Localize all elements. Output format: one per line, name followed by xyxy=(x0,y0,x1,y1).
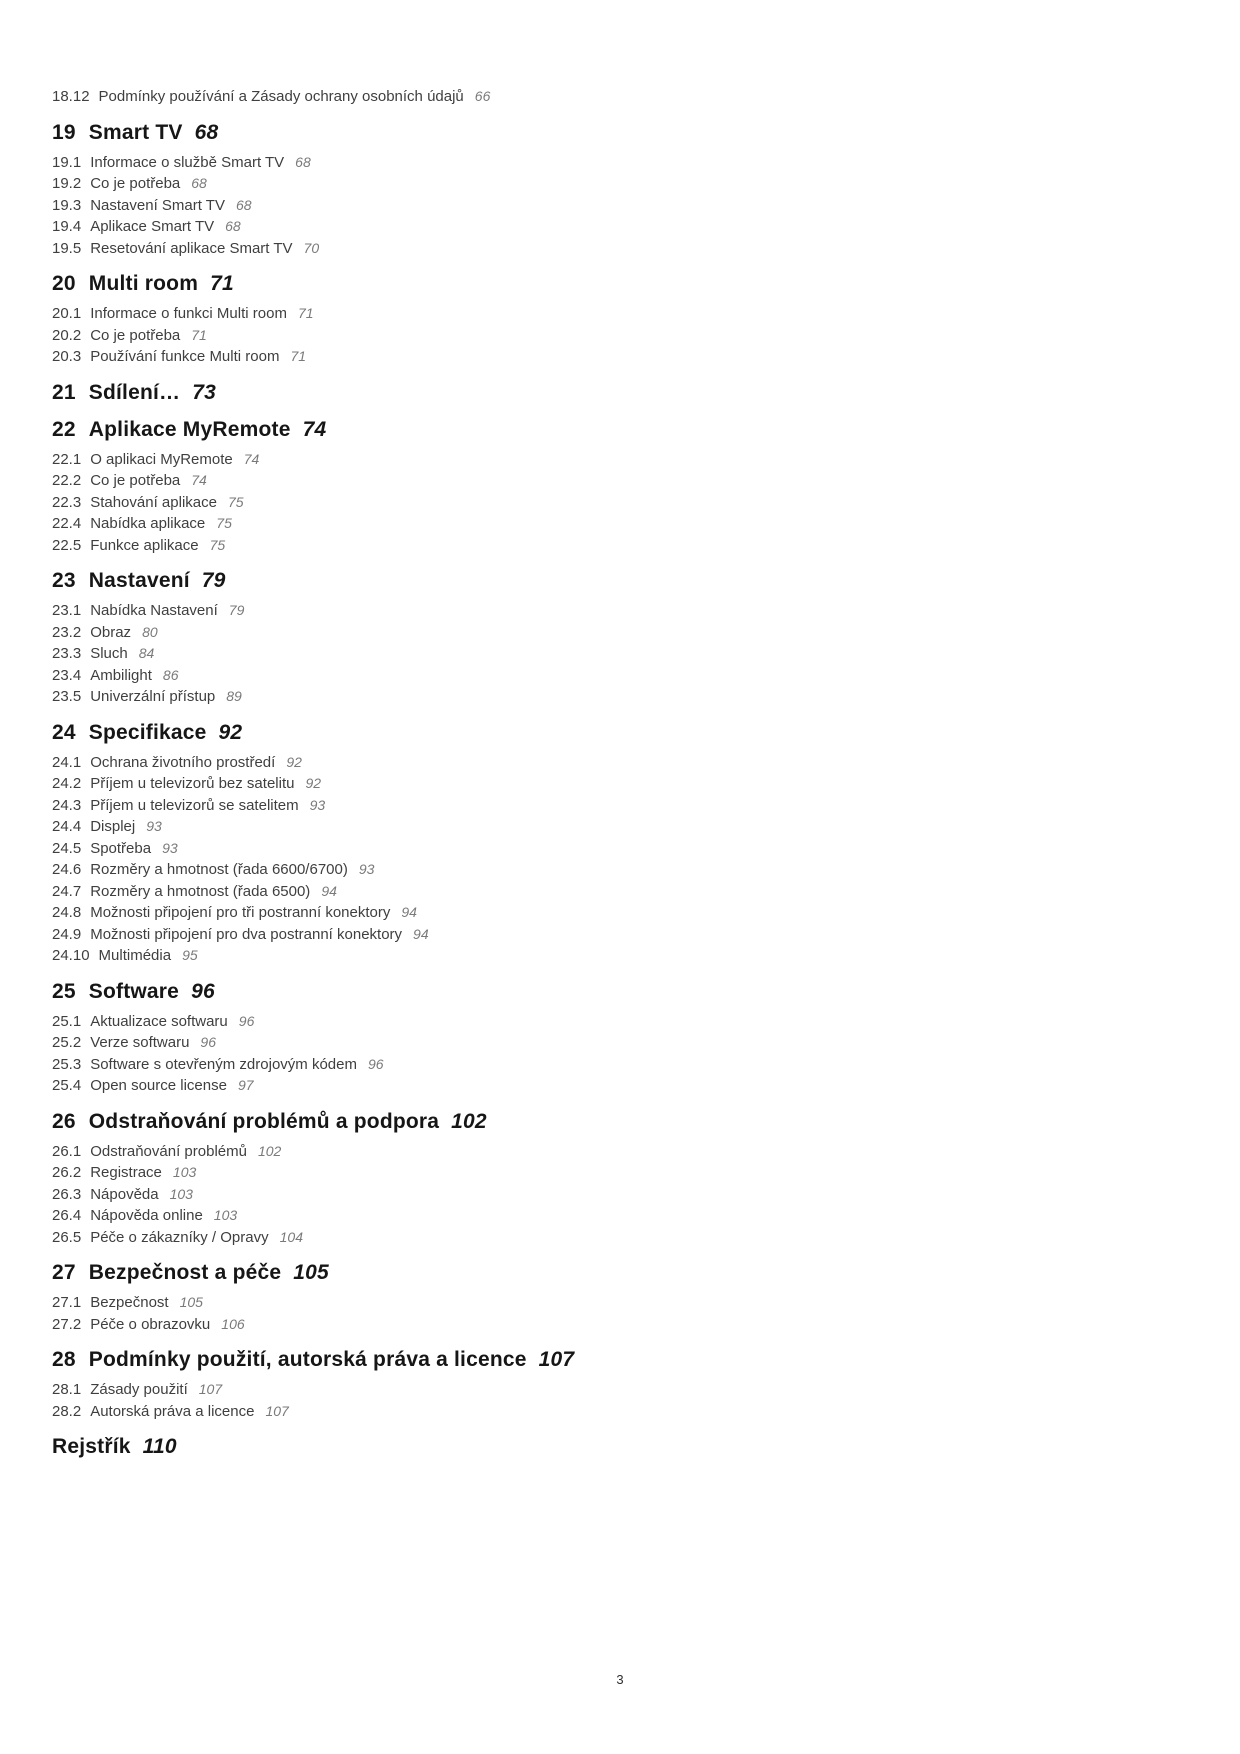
toc-item-title: Spotřeba xyxy=(90,839,152,857)
toc-item-title: Informace o službě Smart TV xyxy=(90,153,285,171)
toc-item xyxy=(52,859,592,881)
toc-item xyxy=(52,622,592,644)
toc-section-title: Aplikace MyRemote xyxy=(88,417,291,441)
toc-item-number: 27.1 xyxy=(52,1294,82,1311)
toc-item-page: 93 xyxy=(146,818,162,834)
toc-item-title: Obraz xyxy=(90,623,132,641)
toc-section-page: 107 xyxy=(538,1348,575,1371)
toc-section-page: 105 xyxy=(293,1261,329,1284)
toc-item-title: Nápověda xyxy=(90,1185,159,1203)
toc-item-page: 106 xyxy=(221,1315,245,1332)
toc-section-title: Software xyxy=(88,979,180,1003)
toc-item xyxy=(52,152,592,174)
toc-item-page: 84 xyxy=(138,645,155,661)
toc-section-heading xyxy=(52,272,592,296)
toc-item xyxy=(52,449,592,471)
toc-item xyxy=(52,1292,592,1314)
toc-item-title: Autorská práva a licence xyxy=(90,1402,255,1420)
toc-item-title: Informace o funkci Multi room xyxy=(90,305,287,322)
toc-item xyxy=(52,600,592,622)
toc-section-page: 79 xyxy=(201,569,226,592)
toc-item-number: 20.2 xyxy=(52,326,82,344)
toc-item-title: Péče o obrazovku xyxy=(90,1315,211,1333)
toc-item-title: O aplikaci MyRemote xyxy=(90,450,233,468)
toc-item-number: 24.10 xyxy=(52,947,90,964)
toc-item-page: 103 xyxy=(172,1164,197,1180)
toc-item xyxy=(52,238,592,260)
toc-item-page: 71 xyxy=(191,326,207,343)
toc-item-title: Možnosti připojení pro dva postranní konektory xyxy=(90,925,403,943)
toc-section-page: 110 xyxy=(142,1435,177,1458)
toc-item-page: 80 xyxy=(142,623,158,640)
toc-item-number: 25.3 xyxy=(52,1055,82,1073)
toc-item-page: 89 xyxy=(226,688,242,704)
toc-section-page: 68 xyxy=(194,120,219,144)
toc-item-title: Univerzální přístup xyxy=(90,688,216,705)
toc-item-title: Co je potřeba xyxy=(90,175,181,192)
toc-item-number: 23.3 xyxy=(52,645,82,662)
toc-item-number: 27.2 xyxy=(52,1315,82,1333)
toc-item-number: 25.2 xyxy=(52,1034,82,1051)
toc-item xyxy=(52,1075,592,1097)
toc-item-title: Stahování aplikace xyxy=(90,493,217,511)
toc-item-page: 93 xyxy=(358,861,375,877)
toc-item xyxy=(52,492,592,514)
toc-item-title: Co je potřeba xyxy=(90,326,181,344)
toc-item-page: 107 xyxy=(198,1381,223,1397)
toc-item-title: Příjem u televizorů bez satelitu xyxy=(90,775,295,792)
toc-item xyxy=(52,881,592,903)
toc-item-page: 68 xyxy=(295,153,311,170)
toc-item-number: 23.1 xyxy=(52,602,82,619)
toc-section-heading xyxy=(52,381,592,405)
toc-item-page: 75 xyxy=(216,515,232,531)
toc-section-page: 102 xyxy=(451,1109,487,1133)
toc-item xyxy=(52,686,592,708)
toc-item xyxy=(52,1401,592,1423)
toc-section-title: Multi room xyxy=(88,272,199,295)
toc-item-title: Funkce aplikace xyxy=(90,536,199,554)
toc-item-page: 102 xyxy=(257,1142,282,1159)
toc-item xyxy=(52,1054,592,1076)
toc-item-page: 97 xyxy=(237,1077,254,1093)
toc-item-number: 18.12 xyxy=(52,88,90,105)
toc-item-title: Příjem u televizorů se satelitem xyxy=(90,796,299,814)
toc-item-number: 20.1 xyxy=(52,305,82,322)
toc-item-number: 28.1 xyxy=(52,1381,82,1398)
toc-section-heading xyxy=(52,1435,592,1459)
toc-item xyxy=(52,1379,592,1401)
toc-item-title: Odstraňování problémů xyxy=(90,1142,247,1160)
toc-section-title: Rejstřík xyxy=(52,1435,131,1458)
toc-item xyxy=(52,773,592,795)
toc-item-number: 19.1 xyxy=(52,153,82,171)
toc-item-number: 23.4 xyxy=(52,666,82,684)
toc-item-page: 92 xyxy=(305,775,322,791)
toc-item-number: 26.4 xyxy=(52,1207,82,1224)
toc-item-title: Používání funkce Multi room xyxy=(90,348,280,365)
page-footer xyxy=(0,1672,1240,1687)
toc-item-number: 22.2 xyxy=(52,472,82,489)
toc-item-page: 96 xyxy=(238,1012,255,1029)
toc-item xyxy=(52,816,592,838)
toc-item xyxy=(52,346,592,368)
toc-item-title: Ambilight xyxy=(90,666,152,684)
toc-section-heading xyxy=(52,1110,592,1134)
toc-item-number: 23.2 xyxy=(52,623,82,641)
toc-item xyxy=(52,86,592,108)
toc-item-page: 68 xyxy=(235,196,252,213)
toc-item-page: 104 xyxy=(279,1228,303,1245)
page-number: 3 xyxy=(616,1672,624,1687)
toc-item-page: 94 xyxy=(401,904,417,920)
toc-item-page: 68 xyxy=(225,218,241,234)
toc-item-number: 24.9 xyxy=(52,925,82,943)
toc-item-page: 103 xyxy=(213,1207,238,1223)
toc-section-heading xyxy=(52,1261,592,1285)
table-of-contents xyxy=(52,86,592,1466)
toc-item-page: 86 xyxy=(162,666,179,683)
toc-item-number: 26.3 xyxy=(52,1185,82,1203)
toc-item xyxy=(52,643,592,665)
toc-section-heading xyxy=(52,569,592,593)
toc-item-number: 19.3 xyxy=(52,196,82,214)
toc-item-number: 19.5 xyxy=(52,239,82,257)
toc-item-title: Sluch xyxy=(90,645,128,662)
toc-item-title: Podmínky používání a Zásady ochrany osobních údajů xyxy=(98,88,464,105)
toc-item xyxy=(52,535,592,557)
toc-section-number: 19 xyxy=(52,120,76,144)
toc-item-number: 24.1 xyxy=(52,753,82,771)
toc-item-number: 19.4 xyxy=(52,218,82,235)
toc-section-number: 22 xyxy=(52,417,76,441)
toc-item-page: 75 xyxy=(227,493,244,510)
toc-item xyxy=(52,752,592,774)
toc-item-number: 22.3 xyxy=(52,493,82,511)
toc-item-title: Resetování aplikace Smart TV xyxy=(90,239,293,257)
toc-item-title: Možnosti připojení pro tři postranní konektory xyxy=(90,904,391,921)
toc-item-title: Nápověda online xyxy=(90,1207,203,1224)
toc-section-title: Nastavení xyxy=(88,569,190,592)
toc-item-page: 70 xyxy=(303,239,320,256)
toc-item-title: Bezpečnost xyxy=(90,1294,169,1311)
toc-section-number: 27 xyxy=(52,1261,76,1284)
toc-item xyxy=(52,1184,592,1206)
toc-item-page: 105 xyxy=(179,1294,203,1310)
toc-section-number: 26 xyxy=(52,1109,76,1133)
toc-item xyxy=(52,195,592,217)
toc-section-number: 24 xyxy=(52,720,76,744)
toc-item-title: Displej xyxy=(90,818,136,835)
toc-item-page: 66 xyxy=(474,88,491,104)
toc-item-title: Zásady použití xyxy=(90,1381,188,1398)
toc-section-title: Sdílení… xyxy=(88,380,181,404)
toc-item-number: 22.5 xyxy=(52,536,82,554)
toc-item-title: Nabídka aplikace xyxy=(90,515,206,532)
toc-item xyxy=(52,325,592,347)
toc-item-page: 71 xyxy=(290,348,307,364)
toc-item xyxy=(52,902,592,924)
toc-item-number: 24.4 xyxy=(52,818,82,835)
toc-item xyxy=(52,1011,592,1033)
toc-item xyxy=(52,173,592,195)
toc-section-heading xyxy=(52,980,592,1004)
toc-item-page: 79 xyxy=(228,602,245,618)
toc-section-title: Smart TV xyxy=(88,120,183,144)
toc-item xyxy=(52,1205,592,1227)
toc-item-number: 24.2 xyxy=(52,775,82,792)
toc-section-page: 96 xyxy=(191,979,215,1003)
toc-section-title: Odstraňování problémů a podpora xyxy=(88,1109,440,1133)
toc-section-number: 20 xyxy=(52,272,76,295)
toc-item-page: 103 xyxy=(169,1185,193,1202)
toc-item-page: 93 xyxy=(309,796,326,813)
toc-section-number: 21 xyxy=(52,380,76,404)
toc-item-page: 68 xyxy=(191,175,207,191)
toc-item-number: 26.2 xyxy=(52,1164,82,1181)
toc-item xyxy=(52,795,592,817)
toc-item-number: 26.1 xyxy=(52,1142,82,1160)
toc-item-title: Software s otevřeným zdrojovým kódem xyxy=(90,1055,357,1073)
toc-section-page: 74 xyxy=(302,417,327,441)
toc-item xyxy=(52,303,592,325)
toc-item-number: 25.4 xyxy=(52,1077,82,1094)
toc-item-page: 94 xyxy=(413,925,429,942)
toc-item-page: 75 xyxy=(209,536,226,553)
toc-item-title: Aplikace Smart TV xyxy=(90,218,215,235)
toc-item-number: 19.2 xyxy=(52,175,82,192)
toc-item-number: 22.1 xyxy=(52,450,82,468)
toc-item xyxy=(52,945,592,967)
toc-item xyxy=(52,1314,592,1336)
toc-item xyxy=(52,470,592,492)
toc-item-page: 74 xyxy=(191,472,207,488)
toc-item-title: Verze softwaru xyxy=(90,1034,190,1051)
toc-section-page: 73 xyxy=(192,380,216,404)
toc-item-page: 92 xyxy=(286,753,302,770)
toc-item-number: 23.5 xyxy=(52,688,82,705)
toc-item xyxy=(52,924,592,946)
toc-item xyxy=(52,1141,592,1163)
toc-item-page: 93 xyxy=(162,839,178,856)
toc-item xyxy=(52,216,592,238)
toc-section-heading xyxy=(52,121,592,145)
toc-item-number: 28.2 xyxy=(52,1402,82,1420)
toc-item-page: 95 xyxy=(182,947,198,963)
toc-item xyxy=(52,1032,592,1054)
toc-item-number: 24.6 xyxy=(52,861,82,878)
toc-item-page: 96 xyxy=(367,1055,384,1072)
toc-section-heading xyxy=(52,418,592,442)
toc-item-number: 24.5 xyxy=(52,839,82,857)
toc-item-title: Péče o zákazníky / Opravy xyxy=(90,1228,269,1246)
toc-item xyxy=(52,1162,592,1184)
toc-item-title: Multimédia xyxy=(98,947,172,964)
toc-section-number: 25 xyxy=(52,979,76,1003)
toc-item xyxy=(52,1227,592,1249)
toc-item-title: Aktualizace softwaru xyxy=(90,1012,228,1030)
toc-item-number: 22.4 xyxy=(52,515,82,532)
toc-section-number: 23 xyxy=(52,569,76,592)
toc-item-page: 107 xyxy=(265,1402,289,1419)
toc-item-title: Ochrana životního prostředí xyxy=(90,753,276,771)
toc-section-number: 28 xyxy=(52,1348,76,1371)
toc-item-page: 94 xyxy=(321,882,337,899)
toc-item-number: 24.7 xyxy=(52,882,82,900)
toc-item xyxy=(52,513,592,535)
toc-item-number: 24.8 xyxy=(52,904,82,921)
toc-section-title: Specifikace xyxy=(88,720,207,744)
toc-item xyxy=(52,838,592,860)
toc-item-number: 24.3 xyxy=(52,796,82,814)
toc-item-title: Rozměry a hmotnost (řada 6600/6700) xyxy=(90,861,348,878)
toc-item-page: 71 xyxy=(297,305,314,321)
toc-item-number: 25.1 xyxy=(52,1012,82,1030)
toc-section-page: 71 xyxy=(210,272,234,295)
toc-item-page: 96 xyxy=(200,1034,216,1050)
toc-item-page: 74 xyxy=(243,450,260,467)
toc-item-title: Nastavení Smart TV xyxy=(90,196,225,214)
toc-item-title: Co je potřeba xyxy=(90,472,181,489)
toc-item-title: Nabídka Nastavení xyxy=(90,602,218,619)
toc-section-heading xyxy=(52,1348,592,1372)
toc-section-page: 92 xyxy=(218,720,243,744)
toc-section-title: Bezpečnost a péče xyxy=(88,1261,282,1284)
toc-item-number: 26.5 xyxy=(52,1228,82,1246)
toc-item-title: Open source license xyxy=(90,1077,227,1094)
toc-item xyxy=(52,665,592,687)
toc-section-title: Podmínky použití, autorská práva a licence xyxy=(88,1348,527,1371)
toc-section-heading xyxy=(52,721,592,745)
toc-item-title: Registrace xyxy=(90,1164,162,1181)
toc-item-number: 20.3 xyxy=(52,348,82,365)
toc-item-title: Rozměry a hmotnost (řada 6500) xyxy=(90,882,311,900)
